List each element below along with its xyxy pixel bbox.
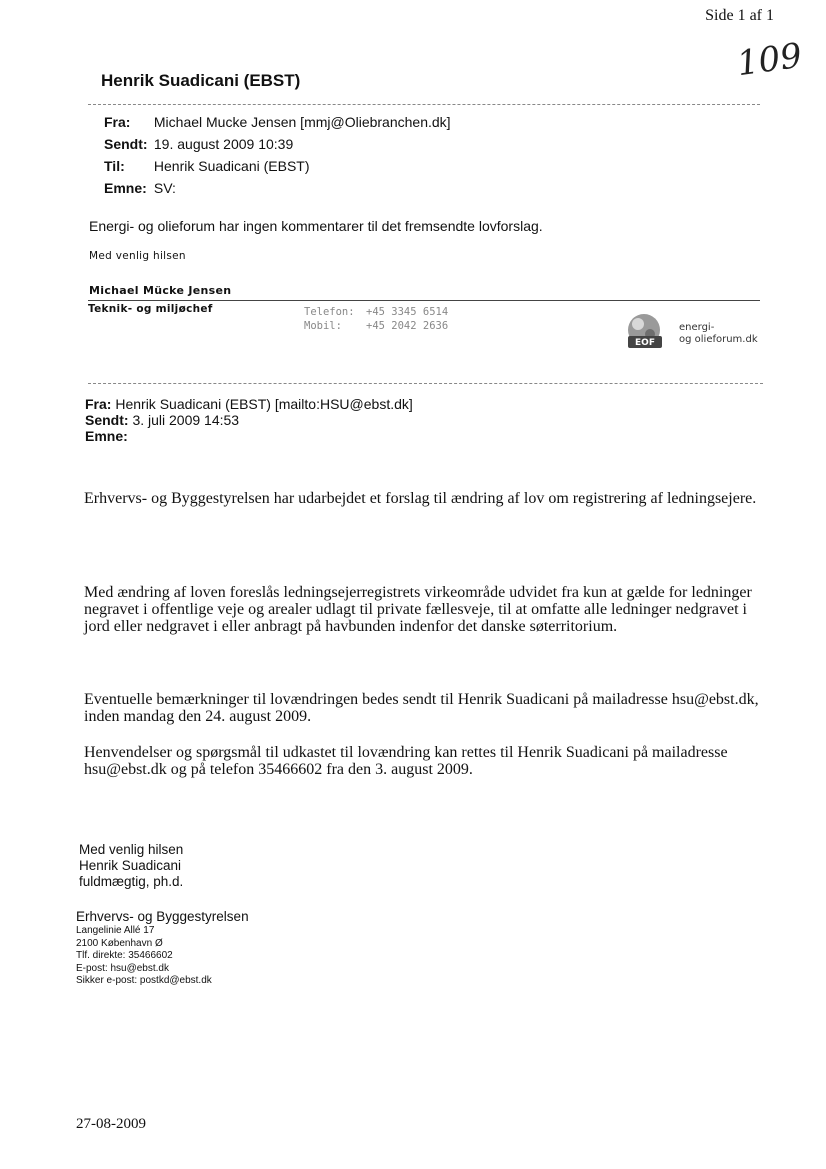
reply-body: Energi- og olieforum har ingen kommentarer til det fremsendte lovforslag. [89, 218, 543, 234]
handwritten-number: 109 [734, 35, 805, 85]
original-divider [88, 383, 763, 384]
energi-olieforum-logo [622, 312, 772, 352]
reply-from-row [104, 114, 451, 130]
logo-text [679, 322, 758, 346]
closing-title: fuldmægtig, ph.d. [79, 874, 184, 889]
address-line: Langelinie Allé 17 [76, 925, 155, 936]
reply-signature-title: Teknik- og miljøchef [88, 303, 213, 315]
reply-sent-label: Sendt: [104, 136, 148, 152]
sender-header: Henrik Suadicani (EBST) [101, 71, 301, 90]
reply-sent-value: 19. august 2009 10:39 [153, 136, 294, 152]
reply-subject-label: Emne: [104, 180, 147, 196]
address-email-line[interactable]: E-post: hsu@ebst.dk [76, 962, 169, 974]
reply-sent-row [104, 136, 293, 152]
closing-name: Henrik Suadicani [79, 858, 182, 873]
original-sent-row [85, 412, 239, 428]
phone-label: Telefon: [304, 306, 355, 318]
logo-line-1: energi- [679, 322, 715, 333]
reply-from-value: Michael Mucke Jensen [mmj@Oliebranchen.dk] [153, 114, 451, 130]
original-from-row [85, 396, 413, 412]
header-divider [88, 104, 760, 105]
closing-greeting: Med venlig hilsen [79, 842, 184, 857]
original-sent-label: Sendt: [85, 412, 129, 428]
mobile-label: Mobil: [304, 320, 342, 332]
mobile-value: +45 2042 2636 [366, 320, 449, 332]
reply-to-row [104, 158, 310, 174]
footer-date: 27-08-2009 [76, 1116, 146, 1132]
phone-value: +45 3345 6514 [366, 306, 449, 318]
reply-from-label: Fra: [104, 114, 131, 130]
address-line: Tlf. direkte: 35466602 [76, 950, 173, 961]
reply-subject-value: SV: [153, 180, 176, 196]
reply-signature-name: Michael Mücke Jensen [89, 284, 232, 297]
page-label: Side 1 af 1 [705, 7, 774, 24]
original-paragraph-3: Eventuelle bemærkninger til lovændringen bedes sendt til Henrik Suadicani på mailadresse hsu@ebst.dk, inden mandag den 24. august 2009. [84, 691, 759, 725]
reply-greeting: Med venlig hilsen [89, 250, 186, 262]
original-subject-row [85, 428, 128, 444]
original-paragraph-1: Erhvervs- og Byggestyrelsen har udarbejdet et forslag til ændring af lov om registrering af ledningsejere. [84, 490, 757, 507]
address-line: 2100 København Ø [76, 937, 163, 949]
organization-name: Erhvervs- og Byggestyrelsen [76, 909, 249, 924]
reply-subject-row [104, 180, 176, 196]
original-sent-value: 3. juli 2009 14:53 [132, 412, 240, 428]
original-subject-label: Emne: [85, 428, 128, 444]
original-from-label: Fra: [85, 396, 112, 412]
original-paragraph-4: Henvendelser og spørgsmål til udkastet til lovændring kan rettes til Henrik Suadicani på mailadresse hsu@ebst.dk og på telefon 35466602 fra den 3. august 2009. [84, 744, 728, 778]
original-paragraph-2: Med ændring af loven foreslås ledningsejerregistrets virkeområde udvidet fra kun at gælde for ledninger negravet i offentlige veje og arealer udlagt til private fællesveje, til at omfatte alle ledninger nedgravet i jord eller nedgravet i eller anbragt på havbunden indenfor det danske søterritorium. [84, 584, 752, 635]
logo-line-2: og olieforum.dk [679, 334, 758, 345]
original-from-value: Henrik Suadicani (EBST) [mailto:HSU@ebst.dk] [115, 396, 413, 412]
address-secure-email-line: Sikker e-post: postkd@ebst.dk [76, 975, 212, 986]
globe-icon [622, 312, 672, 350]
reply-to-value: Henrik Suadicani (EBST) [153, 158, 310, 174]
reply-to-label: Til: [104, 158, 125, 174]
logo-badge-text: EOF [635, 338, 655, 348]
signature-divider [88, 300, 760, 301]
